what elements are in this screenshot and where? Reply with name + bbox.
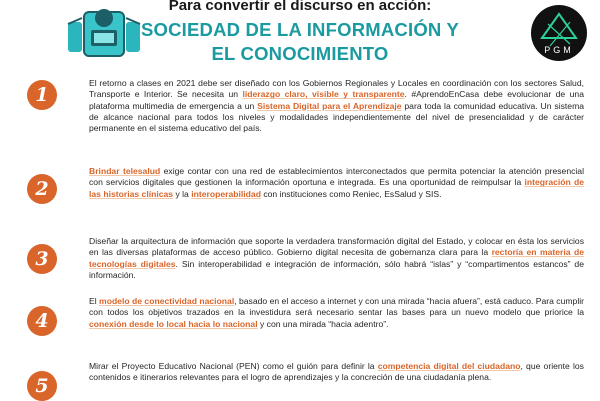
body-text: , basado en el acceso a internet y con una mirada “hacia afuera”, está caduco. Para cumplir con todos los objetivos trazados en la investidura será necesario sentar las bases para un nuevo modelo que priorice la: [89, 296, 584, 318]
item-number-badge: 2: [27, 174, 57, 204]
body-text: Diseñar la arquitectura de información que soporte la verdadera transformación digital del Estado, y colocar en ésta los servicios en las diversas plataformas de acceso público. Gobierno digital necesita de gobernanza clara para la: [89, 236, 584, 258]
pgm-logo: [530, 4, 588, 62]
title-line-1: SOCIEDAD DE LA INFORMACIÓN Y: [140, 19, 460, 40]
item-number-badge: 5: [27, 371, 57, 401]
item-text: [89, 78, 584, 134]
header: [0, 0, 600, 72]
item-text: [89, 236, 584, 281]
body-text: El retorno a clases en 2021 debe ser diseñado con los Gobiernos Regionales y Locales en coordinación con los sectores Salud, Transporte e Interior. Se necesita un: [89, 78, 584, 100]
body-text: y la: [173, 188, 192, 199]
header-kicker: Para convertir el discurso en acción:: [168, 0, 432, 14]
highlighted-phrase: Brindar telesalud: [89, 166, 161, 176]
body-text: . Sin interoperabilidad e integración de información, sólo habrá “islas” y “compartimentos estancos” de información.: [89, 258, 584, 280]
item-number-badge: 3: [27, 244, 57, 274]
page-title: [120, 18, 480, 66]
body-text: . #AprendoEnCasa debe evolucionar de una plataforma multimedia de emergencia a un: [89, 89, 584, 111]
body-text: exige contar con una red de establecimientos interconectados que permita potenciar la atención presencial con servicios digitales que gestionen la información oportuna e integrada. Es una oportunidad de reimpulsar la: [89, 166, 584, 188]
body-text: , que oriente los contenidos e itinerarios relevantes para el logro de aprendizajes y la concreción de una ciudadanía plena.: [89, 361, 584, 383]
item-text: [89, 166, 584, 200]
title-line-2: EL CONOCIMIENTO: [211, 43, 389, 64]
logo-text: PGM: [544, 45, 574, 55]
item-text: [89, 361, 584, 384]
highlighted-phrase: integración de las historias clínicas: [89, 177, 584, 199]
item-number-badge: 4: [27, 306, 57, 336]
highlighted-phrase: liderazgo claro, visible y transparente: [242, 89, 405, 100]
item-number-badge: 1: [27, 80, 57, 110]
body-text: Mirar el Proyecto Educativo Nacional (PEN) como el guión para definir la: [89, 361, 378, 371]
body-text: y con una mirada “hacia adentro”.: [257, 318, 389, 329]
body-text: con instituciones como Reniec, EsSalud y SIS.: [260, 188, 442, 199]
body-text: para toda la comunidad educativa. Un sistema de alcance nacional para todos los niveles y modalidades independientemente del nivel de presencialidad y de carácter permanente en el sistema educativo del país.: [89, 100, 585, 134]
body-text: El: [89, 296, 100, 306]
highlighted-phrase: conexión desde lo local hacia lo nacional: [89, 318, 258, 329]
highlighted-phrase: interoperabilidad: [191, 188, 261, 199]
highlighted-phrase: rectoría en materia de tecnologías digitales: [89, 247, 585, 269]
highlighted-phrase: modelo de conectividad nacional: [99, 296, 235, 306]
highlighted-phrase: Sistema Digital para el Aprendizaje: [257, 100, 402, 111]
item-text: [89, 296, 584, 330]
highlighted-phrase: competencia digital del ciudadano: [377, 361, 521, 371]
